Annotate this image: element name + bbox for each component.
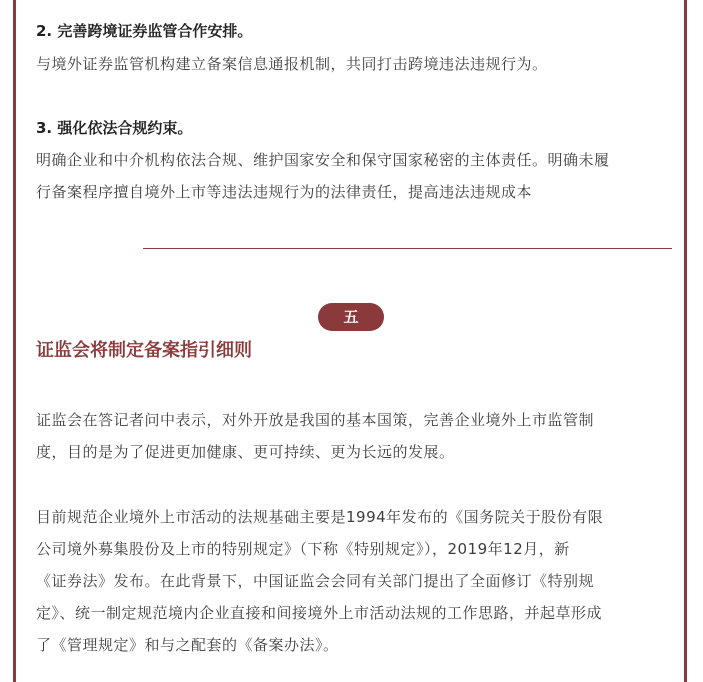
section-divider [143, 248, 672, 249]
item-3-body [36, 144, 672, 208]
paragraph-1 [36, 404, 672, 468]
paragraph-line: 了《管理规定》和与之配套的《备案办法》。 [36, 636, 339, 654]
item-2-body-line: 与境外证券监管机构建立备案信息通报机制，共同打击跨境违法违规行为。 [36, 55, 548, 73]
paragraph-line: 度，目的是为了促进更加健康、更可持续、更为长远的发展。 [36, 443, 455, 461]
item-2-body [36, 48, 672, 80]
paragraph-line: 《证券法》发布。在此背景下，中国证监会会同有关部门提出了全面修订《特别规 [36, 572, 595, 590]
paragraph-line: 公司境外募集股份及上市的特别规定》（下称《特别规定》），2019年12月，新 [36, 540, 570, 558]
item-3-body-line: 行备案程序擅自境外上市等违法违规行为的法律责任，提高违法违规成本 [36, 183, 533, 201]
paragraph-line: 目前规范企业境外上市活动的法规基础主要是1994年发布的《国务院关于股份有限 [36, 508, 604, 526]
item-2-title: 2. 完善跨境证券监管合作安排。 [36, 22, 253, 40]
section-number-badge: 五 [318, 303, 384, 331]
paragraph-2 [36, 501, 672, 661]
paragraph-line: 证监会在答记者问中表示，对外开放是我国的基本国策，完善企业境外上市监管制 [36, 411, 595, 429]
section-heading: 证监会将制定备案指引细则 [36, 340, 252, 361]
item-3-body-line: 明确企业和中介机构依法合规、维护国家安全和保守国家秘密的主体责任。明确未履 [36, 151, 610, 169]
item-3-title: 3. 强化依法合规约束。 [36, 119, 193, 137]
paragraph-line: 定》、统一制定规范境内企业直接和间接境外上市活动法规的工作思路，并起草形成 [36, 604, 603, 622]
